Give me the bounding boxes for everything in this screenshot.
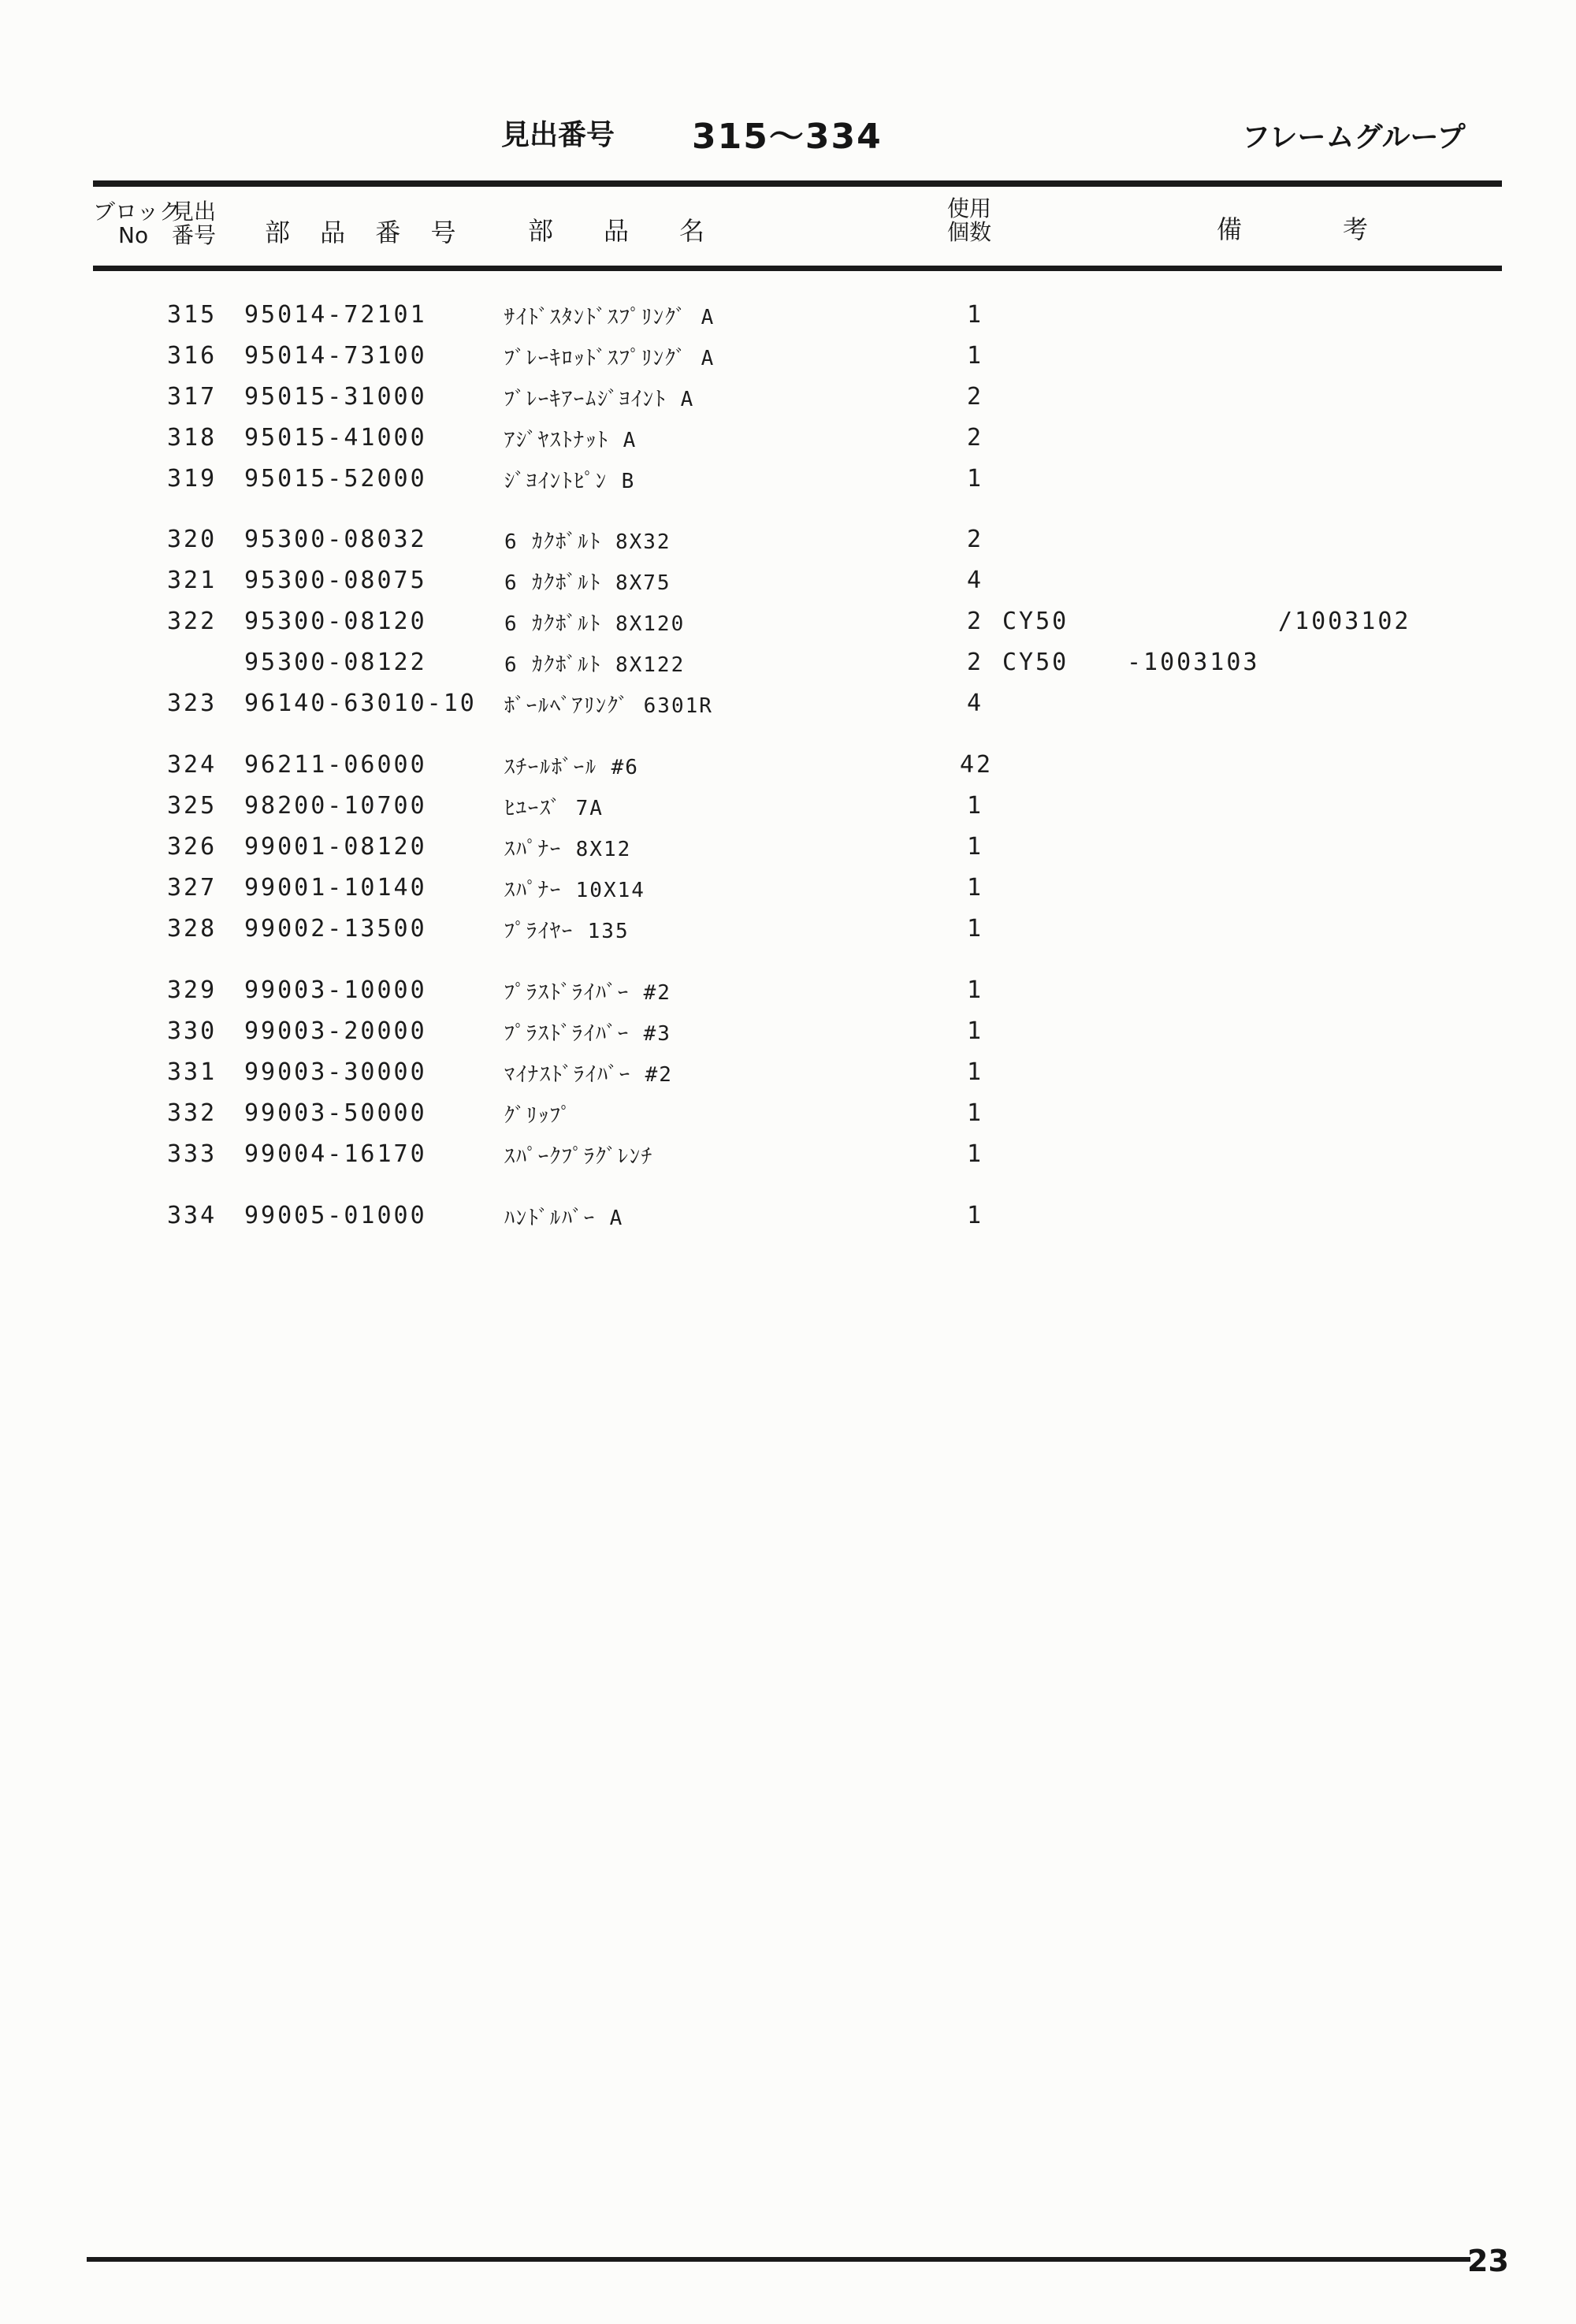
row-quantity: 1 [966, 1058, 983, 1086]
table-row [0, 833, 1576, 874]
table-row [0, 608, 1576, 649]
table-row [0, 465, 1576, 506]
row-quantity: 2 [966, 526, 983, 553]
row-part-name: ｽﾊﾟｰｸﾌﾟﾗｸﾞﾚﾝﾁ [504, 1145, 654, 1169]
row-quantity: 1 [966, 342, 983, 370]
row-part-number: 95300-08075 [244, 567, 427, 594]
column-quantity: 使用 個数 [947, 195, 992, 245]
row-part-number: 95014-73100 [244, 342, 427, 370]
table-row [0, 1058, 1576, 1099]
index-number-label: 見出番号 [501, 119, 615, 151]
table-row [0, 424, 1576, 465]
table-row [0, 976, 1576, 1017]
row-quantity: 1 [966, 792, 983, 820]
row-part-name: ﾎﾞｰﾙﾍﾞｱﾘﾝｸﾞ 6301R [504, 694, 713, 718]
row-index-no: 324 [167, 751, 217, 779]
row-index-no: 317 [167, 383, 217, 411]
column-block-no: ブロック No [93, 199, 181, 248]
row-quantity: 42 [960, 751, 994, 779]
row-part-number: 95300-08120 [244, 608, 427, 635]
row-index-no: 323 [167, 690, 217, 717]
page-number: 23 [1467, 2244, 1509, 2278]
row-index-no: 322 [167, 608, 217, 635]
row-quantity: 2 [966, 424, 983, 452]
row-index-no: 330 [167, 1017, 217, 1045]
row-quantity: 1 [966, 1202, 983, 1229]
group-title: フレームグループ [1242, 121, 1466, 154]
row-index-no: 332 [167, 1099, 217, 1127]
row-quantity: 1 [966, 465, 983, 493]
row-part-number: 95015-41000 [244, 424, 427, 452]
table-row [0, 792, 1576, 833]
row-quantity: 1 [966, 1140, 983, 1168]
row-index-no: 327 [167, 874, 217, 902]
row-part-name: ｽﾊﾟﾅｰ 10X14 [504, 879, 645, 902]
row-index-no: 318 [167, 424, 217, 452]
row-index-no: 315 [167, 301, 217, 329]
row-part-name: ﾌﾞﾚｰｷﾛｯﾄﾞｽﾌﾟﾘﾝｸﾞ A [504, 347, 716, 370]
row-index-no: 320 [167, 526, 217, 553]
table-row [0, 690, 1576, 731]
row-part-name: ｽﾁｰﾙﾎﾞｰﾙ #6 [504, 756, 639, 779]
row-part-name: ﾊﾝﾄﾞﾙﾊﾞｰ A [504, 1207, 624, 1230]
table-row [0, 1017, 1576, 1058]
row-part-name: 6 ｶｸﾎﾞﾙﾄ 8X75 [504, 571, 671, 595]
row-remark-model: CY50 [1002, 608, 1069, 635]
row-quantity: 1 [966, 833, 983, 861]
row-remark-to-serial: /1003102 [1278, 608, 1411, 635]
row-part-name: ﾌﾟﾗｽﾄﾞﾗｲﾊﾞｰ #3 [504, 1022, 671, 1046]
row-index-no: 326 [167, 833, 217, 861]
row-part-number: 95015-31000 [244, 383, 427, 411]
row-quantity: 1 [966, 1017, 983, 1045]
row-part-number: 96211-06000 [244, 751, 427, 779]
table-row [0, 342, 1576, 383]
row-part-number: 95014-72101 [244, 301, 427, 329]
table-row [0, 526, 1576, 567]
column-part-name: 部 品 名 [528, 216, 705, 246]
table-row [0, 751, 1576, 792]
row-index-no: 316 [167, 342, 217, 370]
row-remark-model: CY50 [1002, 649, 1069, 676]
row-part-number: 99002-13500 [244, 915, 427, 943]
table-row [0, 649, 1576, 690]
row-part-number: 98200-10700 [244, 792, 427, 820]
row-part-number: 95300-08122 [244, 649, 427, 676]
row-part-name: 6 ｶｸﾎﾞﾙﾄ 8X120 [504, 612, 686, 636]
table-row [0, 874, 1576, 915]
row-part-name: ﾌﾟﾗｽﾄﾞﾗｲﾊﾞｰ #2 [504, 981, 671, 1005]
row-part-name: ｻｲﾄﾞｽﾀﾝﾄﾞｽﾌﾟﾘﾝｸﾞ A [504, 306, 716, 329]
row-part-number: 99003-10000 [244, 976, 427, 1004]
row-part-name: ﾌﾟﾗｲﾔｰ 135 [504, 920, 630, 943]
row-quantity: 1 [966, 301, 983, 329]
row-quantity: 1 [966, 915, 983, 943]
row-index-no: 331 [167, 1058, 217, 1086]
row-part-number: 99004-16170 [244, 1140, 427, 1168]
index-range-title: 315〜334 [692, 117, 883, 157]
row-quantity: 1 [966, 874, 983, 902]
row-part-name: ﾏｲﾅｽﾄﾞﾗｲﾊﾞｰ #2 [504, 1063, 673, 1087]
row-part-name: ﾌﾞﾚｰｷｱｰﾑｼﾞﾖｲﾝﾄ A [504, 388, 695, 411]
row-quantity: 2 [966, 649, 983, 676]
row-part-name: ｱｼﾞﾔｽﾄﾅｯﾄ A [504, 429, 637, 452]
row-quantity: 2 [966, 383, 983, 411]
row-part-name: 6 ｶｸﾎﾞﾙﾄ 8X32 [504, 530, 671, 554]
row-part-name: ｸﾞﾘｯﾌﾟ [504, 1104, 573, 1128]
row-quantity: 1 [966, 1099, 983, 1127]
row-quantity: 4 [966, 690, 983, 717]
table-row [0, 1202, 1576, 1243]
column-remarks: 備 考 [1217, 214, 1369, 244]
table-row [0, 1099, 1576, 1140]
table-row [0, 915, 1576, 956]
row-part-number: 95015-52000 [244, 465, 427, 493]
table-row [0, 301, 1576, 342]
row-part-number: 99005-01000 [244, 1202, 427, 1229]
footer-rule [87, 2257, 1470, 2262]
row-part-number: 99001-08120 [244, 833, 427, 861]
row-index-no: 325 [167, 792, 217, 820]
table-row [0, 383, 1576, 424]
row-part-number: 99003-50000 [244, 1099, 427, 1127]
row-index-no: 334 [167, 1202, 217, 1229]
header-bottom-rule [93, 266, 1502, 271]
column-index-no: 見出 番号 [172, 199, 217, 248]
row-index-no: 319 [167, 465, 217, 493]
column-part-number: 部 品 番 号 [265, 218, 467, 247]
row-part-name: ｼﾞﾖｲﾝﾄﾋﾟﾝ B [504, 470, 636, 493]
row-part-number: 95300-08032 [244, 526, 427, 553]
row-part-name: 6 ｶｸﾎﾞﾙﾄ 8X122 [504, 653, 686, 677]
row-quantity: 1 [966, 976, 983, 1004]
header-top-rule [93, 180, 1502, 187]
row-part-name: ﾋﾕｰｽﾞ 7A [504, 797, 604, 820]
row-part-name: ｽﾊﾟﾅｰ 8X12 [504, 838, 632, 861]
row-index-no: 329 [167, 976, 217, 1004]
table-row [0, 1140, 1576, 1181]
row-index-no: 328 [167, 915, 217, 943]
row-part-number: 99001-10140 [244, 874, 427, 902]
row-index-no: 321 [167, 567, 217, 594]
row-remark-from-serial: -1003103 [1127, 649, 1260, 676]
row-part-number: 99003-30000 [244, 1058, 427, 1086]
row-part-number: 96140-63010-10 [244, 690, 477, 717]
row-part-number: 99003-20000 [244, 1017, 427, 1045]
row-quantity: 2 [966, 608, 983, 635]
row-index-no: 333 [167, 1140, 217, 1168]
row-quantity: 4 [966, 567, 983, 594]
table-row [0, 567, 1576, 608]
